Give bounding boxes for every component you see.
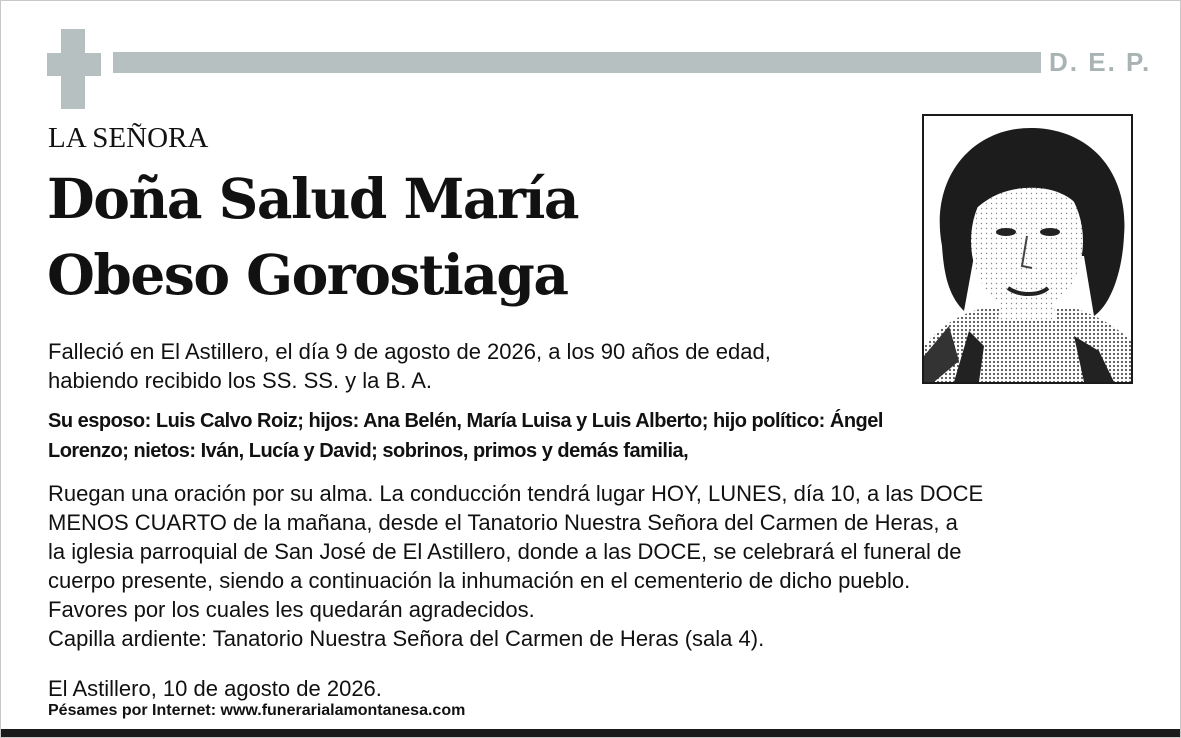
ceremony-line: Favores por los cuales les quedarán agradecidos.: [48, 597, 535, 622]
deceased-name: [47, 161, 907, 313]
name-line-2: Obeso Gorostiaga: [47, 242, 568, 307]
ceremony-details: [48, 479, 983, 653]
honorific-title: LA SEÑORA: [48, 122, 209, 154]
ceremony-line: la iglesia parroquial de San José de El Astillero, donde a las DOCE, se celebrará el funeral de: [48, 539, 962, 564]
bottom-rule: [1, 729, 1180, 737]
ceremony-line: cuerpo presente, siendo a continuación la inhumación en el cementerio de dicho pueblo.: [48, 568, 911, 593]
portrait-image: [924, 116, 1131, 382]
family-line: Lorenzo; nietos: Iván, Lucía y David; sobrinos, primos y demás familia,: [48, 440, 689, 462]
name-line-1: Doña Salud María: [47, 166, 579, 231]
ceremony-line: Capilla ardiente: Tanatorio Nuestra Señora del Carmen de Heras (sala 4).: [48, 626, 765, 651]
deceased-photo: [922, 114, 1133, 384]
death-notice: [48, 337, 771, 395]
family-list: [48, 406, 883, 466]
death-notice-line: Falleció en El Astillero, el día 9 de agosto de 2026, a los 90 años de edad,: [48, 339, 771, 364]
dep-label: D. E. P.: [1049, 47, 1152, 77]
header-bar: [113, 52, 1041, 73]
death-notice-line: habiendo recibido los SS. SS. y la B. A.: [48, 368, 433, 393]
ceremony-line: MENOS CUARTO de la mañana, desde el Tanatorio Nuestra Señora del Carmen de Heras, a: [48, 510, 958, 535]
cross-icon: [47, 29, 101, 109]
family-line: Su esposo: Luis Calvo Roiz; hijos: Ana Belén, María Luisa y Luis Alberto; hijo político: Ángel: [48, 410, 883, 432]
place-date: El Astillero, 10 de agosto de 2026.: [48, 676, 382, 701]
condolences-link[interactable]: Pésames por Internet: www.funerarialamontanesa.com: [48, 702, 466, 719]
ceremony-line: Ruegan una oración por su alma. La conducción tendrá lugar HOY, LUNES, día 10, a las DOCE: [48, 481, 984, 506]
